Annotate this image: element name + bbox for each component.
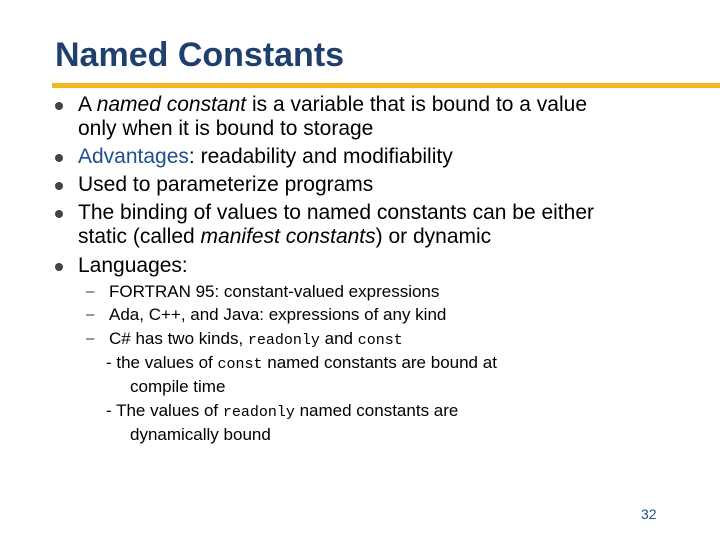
term-manifest-constants: manifest constants — [200, 225, 376, 248]
dash-icon: – — [86, 283, 95, 300]
term-named-constant: named constant — [96, 93, 247, 116]
advantages-label: Advantages — [78, 145, 189, 168]
dash-icon: – — [86, 306, 95, 323]
sub-note-const: - the values of const named constants are bound at — [106, 353, 497, 373]
code-const: const — [357, 332, 403, 349]
code-const: const — [217, 356, 263, 373]
sub-note-readonly: - The values of readonly named constants are — [106, 401, 459, 421]
bullet-dot-icon — [55, 210, 63, 218]
sub-note-const-cont: compile time — [130, 377, 226, 396]
bullet-dot-icon — [55, 154, 63, 162]
sub-item-ada: Ada, C++, and Java: expressions of any kind — [109, 305, 447, 324]
code-readonly: readonly — [247, 332, 320, 349]
code-readonly: readonly — [222, 404, 295, 421]
dash-icon: – — [86, 330, 95, 347]
page-number: 32 — [641, 506, 657, 522]
sub-item-fortran: FORTRAN 95: constant-valued expressions — [109, 282, 440, 301]
bullet-dot-icon — [55, 102, 63, 110]
bullet-dot-icon — [55, 263, 63, 271]
sub-item-csharp: C# has two kinds, readonly and const — [109, 329, 403, 349]
bullet-dot-icon — [55, 182, 63, 190]
sub-note-readonly-cont: dynamically bound — [130, 425, 271, 444]
title-underline-rule — [52, 83, 720, 88]
slide-title: Named Constants — [55, 36, 345, 74]
